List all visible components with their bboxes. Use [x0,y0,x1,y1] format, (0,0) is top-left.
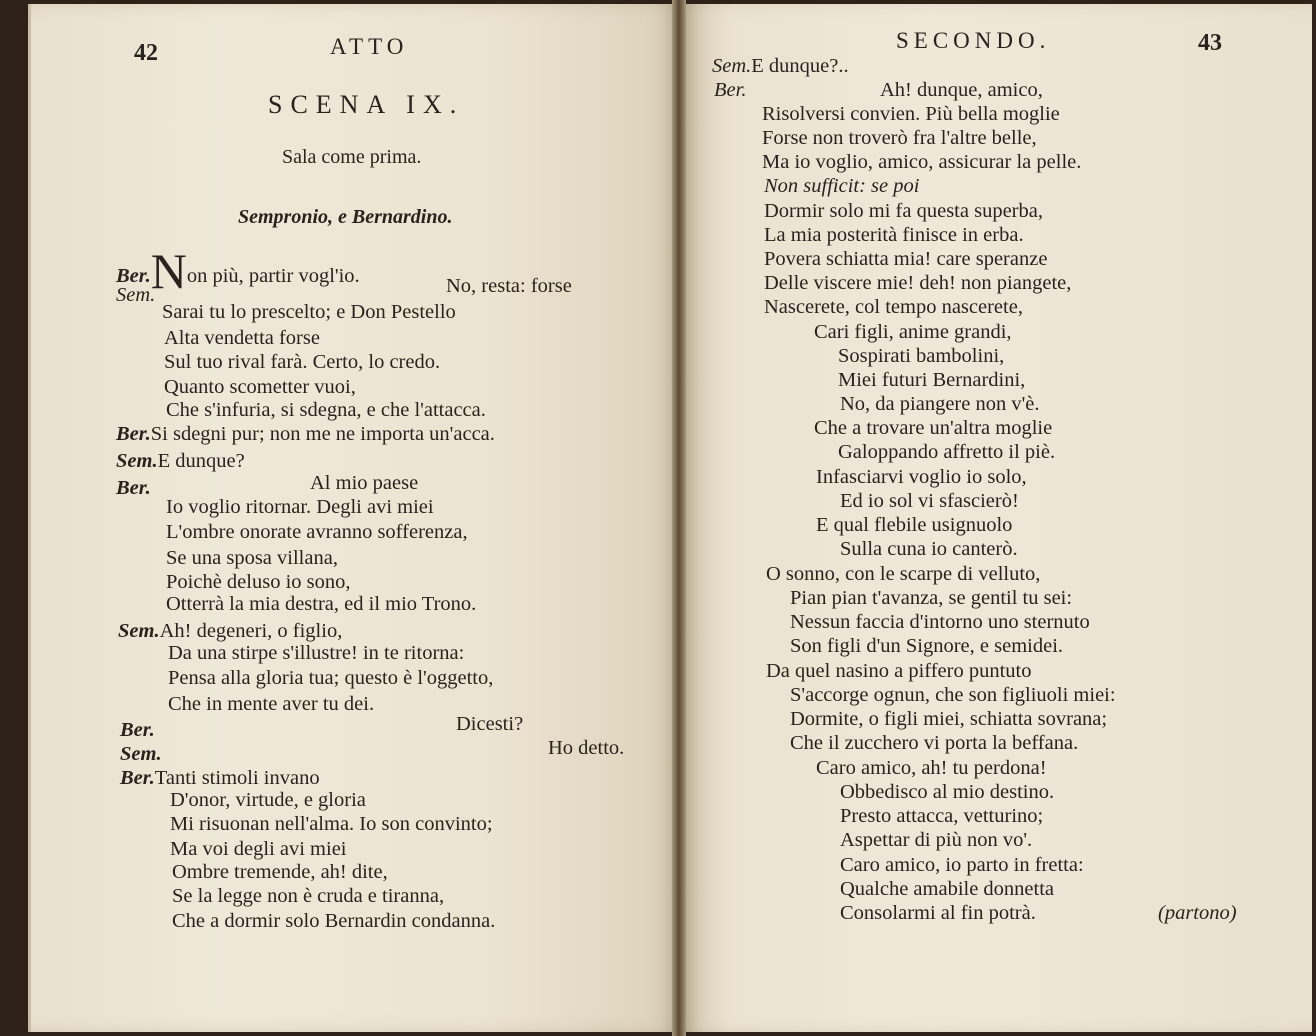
verse-text: Ombre tremende, ah! dite, [172,861,388,883]
verse-text: E qual flebile usignuolo [816,514,1013,536]
verse-text: Risolversi convien. Più bella moglie [762,103,1060,125]
verse-text: Aspettar di più non vo'. [840,829,1033,851]
verse-text: Sospirati bambolini, [838,345,1005,367]
speaker-label: Sem. [120,743,162,765]
verse-text: Che a dormir solo Bernardin condanna. [172,910,496,932]
verse-text: Che il zucchero vi porta la beffana. [790,732,1079,754]
verse-text: Ma voi degli avi miei [170,838,347,860]
verse-text: Dormir solo mi fa questa superba, [764,200,1043,222]
right-running-head: SECONDO. [896,28,1051,53]
verse-text: Delle viscere mie! deh! non piangete, [764,272,1072,294]
verse-text: Son figli d'un Signore, e semidei. [790,635,1064,657]
verse-text: Ah! dunque, amico, [880,79,1043,101]
verse-text: Otterrà la mia destra, ed il mio Trono. [166,593,477,615]
verse-text: E dunque? [157,450,245,472]
speaker-label: Ber. [120,767,155,789]
verse-text: Non sufficit: se poi [764,175,920,197]
verse-line [712,56,849,77]
verse-text: Se una sposa villana, [166,547,338,569]
verse-text: Qualche amabile donnetta [840,878,1055,900]
verse-text: Ma io voglio, amico, assicurar la pelle. [762,151,1082,173]
verse-text: No, resta: forse [446,275,572,297]
speaker-label: Ber. [714,79,747,101]
verse-text: Miei futuri Bernardini, [838,369,1026,391]
verse-text: Nascerete, col tempo nascerete, [764,296,1023,318]
speaker-label: Ber. [120,719,155,741]
verse-text: Consolarmi al fin potrà. [840,902,1036,924]
verse-text: Ed io sol vi sfascierò! [840,490,1019,512]
verse-text: on più, partir vogl'io. [186,265,360,287]
verse-text: No, da piangere non v'è. [840,393,1040,415]
scene-characters: Sempronio, e Bernardino. [238,206,453,228]
verse-text: Da quel nasino a piffero puntuto [766,660,1032,682]
verse-text: Galoppando affretto il piè. [838,441,1056,463]
verse-text: D'onor, virtude, e gloria [170,789,366,811]
speaker-label: Ber. [116,265,151,287]
speaker-label: Ber. [116,477,151,499]
verse-text: Ho detto. [548,737,625,759]
verse-text: Caro amico, io parto in fretta: [840,854,1084,876]
verse-text: Cari figli, anime grandi, [814,321,1012,343]
verse-text: E dunque?.. [751,55,849,77]
verse-text: L'ombre onorate avranno sofferenza, [166,521,468,543]
verse-text: Povera schiatta mia! care speranze [764,248,1048,270]
right-page-number: 43 [1198,30,1222,56]
verse-text: Dicesti? [456,713,524,735]
verse-text: Da una stirpe s'illustre! in te ritorna: [168,642,465,664]
verse-text: Sul tuo rival farà. Certo, lo credo. [164,351,441,373]
verse-text: Alta vendetta forse [164,327,320,349]
verse-text: Nessun faccia d'intorno uno sternuto [790,611,1090,633]
verse-text: O sonno, con le scarpe di velluto, [766,563,1041,585]
verse-line [116,424,495,445]
verse-text: Obbedisco al mio destino. [840,781,1055,803]
verse-text: Pian pian t'avanza, se gentil tu sei: [790,587,1073,609]
verse-text: Caro amico, ah! tu perdona! [816,757,1047,779]
speaker-label: Ber. [116,423,151,445]
speaker-label: Sem. [116,284,156,306]
verse-text: Presto attacca, vetturino; [840,805,1044,827]
verse-text: Al mio paese [310,472,419,494]
verse-text: Mi risuonan nell'alma. Io son convinto; [170,813,493,835]
verse-text: Poichè deluso io sono, [166,571,351,593]
drop-cap: N [150,243,187,299]
book-gutter [672,0,686,1036]
verse-text: La mia posterità finisce in erba. [764,224,1024,246]
verse-line [116,451,245,472]
verse-line [120,768,320,789]
left-running-head: ATTO [330,34,409,59]
verse-text: Pensa alla gloria tua; questo è l'oggetto, [168,667,494,689]
speaker-label: Sem. [712,55,752,77]
stage-direction: (partono) [1158,902,1237,924]
verse-text: Ah! degeneri, o figlio, [159,620,343,642]
speaker-label: Sem. [116,450,158,472]
verse-text: Che in mente aver tu dei. [168,693,375,715]
speaker-label: Sem. [118,620,160,642]
scene-setting: Sala come prima. [282,146,422,168]
verse-text: Forse non troverò fra l'altre belle, [762,127,1037,149]
verse-text: Io voglio ritornar. Degli avi miei [166,496,434,518]
verse-text: Quanto scometter vuoi, [164,376,356,398]
verse-text: S'accorge ognun, che son figliuoli miei: [790,684,1116,706]
verse-text: Infasciarvi voglio io solo, [816,466,1027,488]
verse-text: Sulla cuna io canterò. [840,538,1018,560]
left-page-number: 42 [134,40,158,66]
verse-text: Si sdegni pur; non me ne importa un'acca. [150,423,495,445]
verse-line [118,621,342,642]
scene-title: SCENA IX. [268,90,465,119]
verse-text: Sarai tu lo prescelto; e Don Pestello [162,301,456,323]
verse-text: Dormite, o figli miei, schiatta sovrana; [790,708,1108,730]
verse-text: Tanti stimoli invano [154,767,320,789]
verse-text: Che a trovare un'altra moglie [814,417,1053,439]
verse-text: Se la legge non è cruda e tiranna, [172,885,445,907]
verse-text: Che s'infuria, si sdegna, e che l'attacca. [166,399,486,421]
